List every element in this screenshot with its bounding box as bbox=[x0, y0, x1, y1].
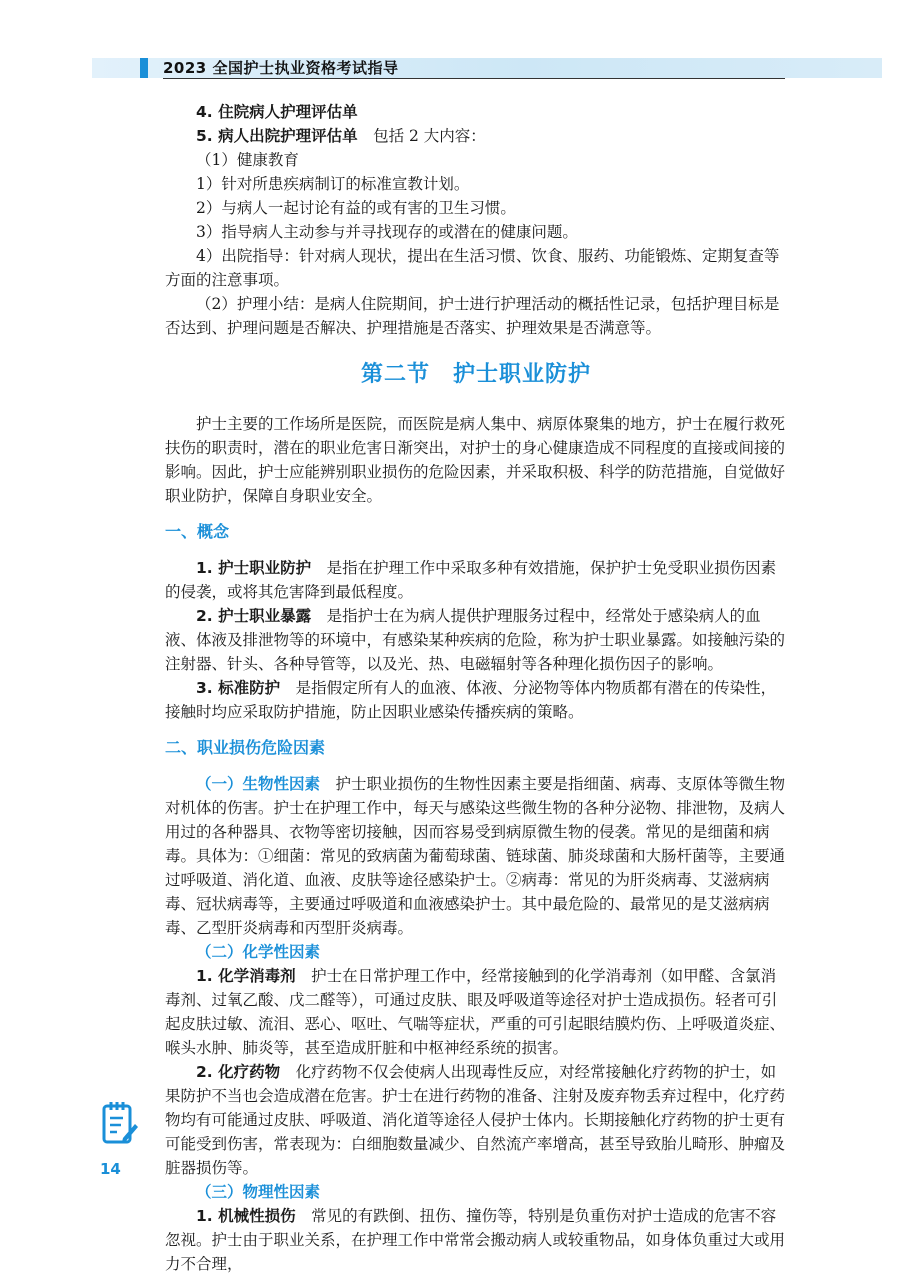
heading-concept: 一、概念 bbox=[165, 522, 230, 541]
concept-2-text: 是指护士在为病人提供护理服务过程中，经常处于感染病人的血液、体液及排泄物等的环境中，有感染某种疾病的危险，称为护士职业暴露。如接触污染的注射器、针头、各种导管等，以及光、热、电磁辐射等各种理化损伤因子的影响。 bbox=[165, 607, 786, 673]
chem-2-term: 2. 化疗药物 bbox=[196, 1063, 281, 1081]
concept-2-term: 2. 护士职业暴露 bbox=[196, 607, 312, 625]
item-5 bbox=[165, 124, 787, 148]
phys-1-term: 1. 机械性损伤 bbox=[196, 1207, 296, 1225]
concept-1 bbox=[165, 556, 787, 604]
edu-3: 3）指导病人主动参与并寻找现存的或潜在的健康问题。 bbox=[196, 223, 578, 241]
notebook-icon bbox=[101, 1100, 139, 1146]
section-title: 第二节 护士职业防护 bbox=[360, 362, 591, 387]
header-accent-bar bbox=[140, 58, 148, 78]
concept-3-term: 3. 标准防护 bbox=[196, 679, 281, 697]
nursing-summary: （2）护理小结：是病人住院期间，护士进行护理活动的概括性记录，包括护理目标是否达到、护理问题是否解决、护理措施是否落实、护理效果是否满意等。 bbox=[165, 295, 780, 337]
concept-3 bbox=[165, 676, 787, 724]
chem-2-text: 化疗药物不仅会使病人出现毒性反应，对经常接触化疗药物的护士，如果防护不当也会造成潜在危害。护士在进行药物的准备、注射及废弃物丢弃过程中，化疗药物均有可能通过皮肤、呼吸道、消化道等途径人侵护士体内。长期接触化疗药物的护士更有可能受到伤害，常表现为：白细胞数量减少、自然流产率增高，甚至导致胎儿畸形、肿瘤及脏器损伤等。 bbox=[165, 1063, 786, 1177]
item-5-text: 包括 2 大内容： bbox=[373, 127, 486, 145]
bio-label: （一）生物性因素 bbox=[196, 775, 321, 793]
running-header-title: 2023 全国护士执业资格考试指导 bbox=[163, 59, 399, 77]
concept-1-term: 1. 护士职业防护 bbox=[196, 559, 312, 577]
phys-heading bbox=[165, 1180, 787, 1204]
intro-paragraph: 护士主要的工作场所是医院，而医院是病人集中、病原体聚集的地方，护士在履行救死扶伤的职责时，潜在的职业危害日渐突出，对护士的身心健康造成不同程度的直接或间接的影响。因此，护士应能辨别职业损伤的危险因素，并采取积极、科学的防范措施，自觉做好职业防护，保障自身职业安全。 bbox=[165, 415, 786, 505]
health-education: （1）健康教育 bbox=[196, 151, 299, 169]
item-4 bbox=[165, 100, 787, 124]
page-number: 14 bbox=[100, 1160, 121, 1178]
heading-risk-factors: 二、职业损伤危险因素 bbox=[165, 738, 326, 757]
edu-2: 2）与病人一起讨论有益的或有害的卫生习惯。 bbox=[196, 199, 516, 217]
chem-heading bbox=[165, 940, 787, 964]
item-5-label: 5. 病人出院护理评估单 bbox=[196, 127, 358, 145]
bio-factors bbox=[165, 772, 787, 940]
chem-1-text: 护士在日常护理工作中，经常接触到的化学消毒剂（如甲醛、含氯消毒剂、过氧乙酸、戊二醛等），可通过皮肤、眼及呼吸道等途径对护士造成损伤。轻者可引起皮肤过敏、流泪、恶心、呕吐、气喘等症状，严重的可引起眼结膜灼伤、上呼吸道炎症、喉头水肿、肺炎等，甚至造成肝脏和中枢神经系统的损害。 bbox=[165, 967, 786, 1057]
edu-4: 4）出院指导：针对病人现状，提出在生活习惯、饮食、服药、功能锻炼、定期复查等方面的注意事项。 bbox=[165, 247, 780, 289]
concept-2 bbox=[165, 604, 787, 676]
header-rule bbox=[163, 78, 785, 79]
edu-1: 1）针对所患疾病制订的标准宣教计划。 bbox=[196, 175, 470, 193]
concept-3-text: 是指假定所有人的血液、体液、分泌物等体内物质都有潜在的传染性，接触时均应采取防护措施，防止因职业感染传播疾病的策略。 bbox=[165, 679, 777, 721]
concept-1-text: 是指在护理工作中采取多种有效措施，保护护士免受职业损伤因素的侵袭，或将其危害降到最低程度。 bbox=[165, 559, 777, 601]
phys-1 bbox=[165, 1204, 787, 1276]
phys-label: （三）物理性因素 bbox=[196, 1183, 321, 1201]
bio-text: 护士职业损伤的生物性因素主要是指细菌、病毒、支原体等微生物对机体的伤害。护士在护理工作中，每天与感染这些微生物的各种分泌物、排泄物，及病人用过的各种器具、衣物等密切接触，因而容易受到病原微生物的侵袭。常见的是细菌和病毒。具体为：①细菌：常见的致病菌为葡萄球菌、链球菌、肺炎球菌和大肠杆菌等，主要通过呼吸道、消化道、血液、皮肤等途径感染护士。②病毒：常见的为肝炎病毒、艾滋病病毒、冠状病毒等，主要通过呼吸道和血液感染护士。其中最危险的、最常见的是艾滋病病毒、乙型肝炎病毒和丙型肝炎病毒。 bbox=[165, 775, 786, 937]
item-4-label: 4. 住院病人护理评估单 bbox=[196, 103, 358, 121]
page-body bbox=[165, 100, 787, 1276]
phys-1-text: 常见的有跌倒、扭伤、撞伤等，特别是负重伤对护士造成的危害不容忽视。护士由于职业关系，在护理工作中常常会搬动病人或较重物品，如身体负重过大或用力不合理， bbox=[165, 1207, 786, 1273]
chem-1 bbox=[165, 964, 787, 1060]
chem-2 bbox=[165, 1060, 787, 1180]
chem-label: （二）化学性因素 bbox=[196, 943, 321, 961]
chem-1-term: 1. 化学消毒剂 bbox=[196, 967, 296, 985]
